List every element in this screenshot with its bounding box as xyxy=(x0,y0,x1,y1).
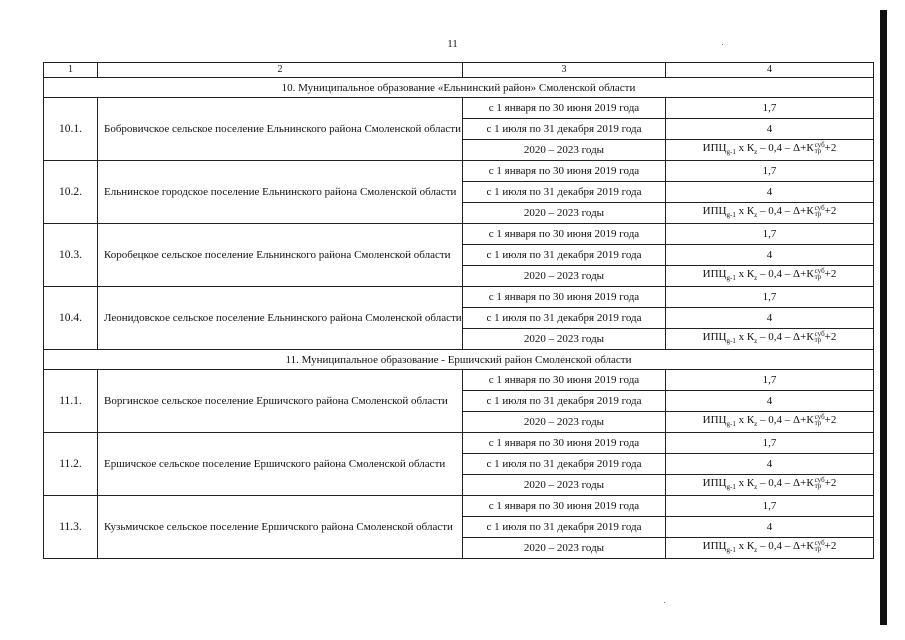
formula-sup: суб xyxy=(814,141,825,150)
period-cell: 2020 – 2023 годы xyxy=(463,538,666,559)
period-cell: 2020 – 2023 годы xyxy=(463,266,666,287)
value-cell: 4 xyxy=(666,517,874,538)
value-cell: 1,7 xyxy=(666,370,874,391)
formula-k2-sub: тр xyxy=(814,336,822,345)
formula-main: ИПЦ xyxy=(702,205,727,217)
row-number: 11.1. xyxy=(44,370,98,433)
settlement-name xyxy=(98,496,463,559)
column-header-3: 3 xyxy=(463,63,666,78)
formula-k: К xyxy=(746,414,755,426)
formula-rest: – 0,4 – Δ+ xyxy=(760,331,807,343)
formula-supsub xyxy=(815,540,825,552)
formula-k: К xyxy=(746,142,755,154)
formula-k2-sub: тр xyxy=(814,419,822,428)
formula-k: К xyxy=(746,331,755,343)
scan-speck xyxy=(664,602,665,603)
formula-multiply: x xyxy=(738,331,745,343)
period-cell: с 1 июля по 31 декабря 2019 года xyxy=(463,182,666,203)
period-cell: 2020 – 2023 годы xyxy=(463,203,666,224)
formula-tail: +2 xyxy=(824,205,837,217)
value-cell: 4 xyxy=(666,119,874,140)
value-cell xyxy=(666,475,874,496)
formula-k-sub: z xyxy=(754,420,758,428)
formula-supsub xyxy=(815,268,825,280)
scan-speck xyxy=(722,44,723,45)
formula-main: ИПЦ xyxy=(702,540,727,552)
formula-multiply: x xyxy=(738,268,745,280)
formula-main: ИПЦ xyxy=(702,142,727,154)
period-cell: с 1 июля по 31 декабря 2019 года xyxy=(463,391,666,412)
settlement-name-text: Коробецкое сельское поселение Ельнинского района Смоленской области xyxy=(104,249,451,261)
formula-k-sub: z xyxy=(754,211,758,219)
value-cell xyxy=(666,266,874,287)
formula-multiply: x xyxy=(738,540,745,552)
section-header-row xyxy=(44,78,874,98)
table-row xyxy=(44,433,874,454)
settlement-name xyxy=(98,370,463,433)
formula-sub: g-1 xyxy=(726,483,736,491)
settlement-name-text: Леонидовское сельское поселение Ельнинского района Смоленской области xyxy=(104,312,462,324)
formula-tail: +2 xyxy=(824,414,837,426)
formula-k-sub: z xyxy=(754,274,758,282)
table-row xyxy=(44,496,874,517)
formula-sup: суб xyxy=(814,413,825,422)
table-row xyxy=(44,287,874,308)
formula-k: К xyxy=(746,268,755,280)
value-cell: 1,7 xyxy=(666,161,874,182)
formula-sub: g-1 xyxy=(726,148,736,156)
value-cell: 1,7 xyxy=(666,98,874,119)
formula-k2-sub: тр xyxy=(814,482,822,491)
formula-k2: К xyxy=(806,205,814,217)
formula-k2: К xyxy=(806,142,814,154)
value-cell: 4 xyxy=(666,308,874,329)
formula-tail: +2 xyxy=(824,268,837,280)
settlement-name xyxy=(98,433,463,496)
formula-rest: – 0,4 – Δ+ xyxy=(760,205,807,217)
value-cell: 1,7 xyxy=(666,433,874,454)
value-cell xyxy=(666,203,874,224)
tariff-table xyxy=(43,62,874,559)
column-header-2: 2 xyxy=(98,63,463,78)
settlement-name-text: Бобровичское сельское поселение Ельнинского района Смоленской области xyxy=(104,123,461,135)
formula-tail: +2 xyxy=(824,477,837,489)
table-row xyxy=(44,98,874,119)
formula-sup: суб xyxy=(814,267,825,276)
formula-k2: К xyxy=(806,268,814,280)
formula-k2-sub: тр xyxy=(814,147,822,156)
value-cell: 1,7 xyxy=(666,287,874,308)
formula-rest: – 0,4 – Δ+ xyxy=(760,142,807,154)
formula-supsub xyxy=(815,205,825,217)
value-cell xyxy=(666,412,874,433)
formula-sup: суб xyxy=(814,330,825,339)
formula-rest: – 0,4 – Δ+ xyxy=(760,477,807,489)
column-header-4: 4 xyxy=(666,63,874,78)
formula-sub: g-1 xyxy=(726,420,736,428)
row-number: 11.3. xyxy=(44,496,98,559)
formula-tail: +2 xyxy=(824,540,837,552)
formula-main: ИПЦ xyxy=(702,477,727,489)
formula-sub: g-1 xyxy=(726,337,736,345)
period-cell: с 1 января по 30 июня 2019 года xyxy=(463,98,666,119)
formula-rest: – 0,4 – Δ+ xyxy=(760,414,807,426)
settlement-name xyxy=(98,224,463,287)
formula-k: К xyxy=(746,205,755,217)
settlement-name-text: Ельнинское городское поселение Ельнинского района Смоленской области xyxy=(104,186,457,198)
value-cell: 4 xyxy=(666,245,874,266)
formula-supsub xyxy=(815,142,825,154)
section-title: 11. Муниципальное образование - Ершичский район Смоленской области xyxy=(44,350,874,370)
period-cell: 2020 – 2023 годы xyxy=(463,329,666,350)
index-formula xyxy=(703,540,837,552)
tariff-table-body xyxy=(44,63,874,559)
formula-main: ИПЦ xyxy=(702,268,727,280)
formula-k-sub: z xyxy=(754,546,758,554)
index-formula xyxy=(703,268,837,280)
value-cell xyxy=(666,140,874,161)
formula-k: К xyxy=(746,540,755,552)
index-formula xyxy=(703,142,837,154)
value-cell xyxy=(666,329,874,350)
index-formula xyxy=(703,205,837,217)
formula-k: К xyxy=(746,477,755,489)
formula-k-sub: z xyxy=(754,483,758,491)
formula-multiply: x xyxy=(738,205,745,217)
index-formula xyxy=(703,414,837,426)
formula-multiply: x xyxy=(738,142,745,154)
section-title: 10. Муниципальное образование «Ельнинский район» Смоленской области xyxy=(44,78,874,98)
period-cell: с 1 января по 30 июня 2019 года xyxy=(463,496,666,517)
index-formula xyxy=(703,331,837,343)
formula-supsub xyxy=(815,331,825,343)
period-cell: с 1 января по 30 июня 2019 года xyxy=(463,370,666,391)
period-cell: с 1 января по 30 июня 2019 года xyxy=(463,287,666,308)
period-cell: 2020 – 2023 годы xyxy=(463,475,666,496)
settlement-name xyxy=(98,98,463,161)
formula-k-sub: z xyxy=(754,337,758,345)
scan-edge-bar xyxy=(880,10,887,625)
formula-k2: К xyxy=(806,540,814,552)
formula-sub: g-1 xyxy=(726,211,736,219)
row-number: 10.1. xyxy=(44,98,98,161)
formula-main: ИПЦ xyxy=(702,331,727,343)
column-header-row xyxy=(44,63,874,78)
formula-tail: +2 xyxy=(824,331,837,343)
formula-sup: суб xyxy=(814,539,825,548)
formula-k-sub: z xyxy=(754,148,758,156)
period-cell: с 1 июля по 31 декабря 2019 года xyxy=(463,308,666,329)
formula-multiply: x xyxy=(738,477,745,489)
settlement-name xyxy=(98,161,463,224)
period-cell: с 1 января по 30 июня 2019 года xyxy=(463,161,666,182)
period-cell: с 1 января по 30 июня 2019 года xyxy=(463,224,666,245)
formula-supsub xyxy=(815,414,825,426)
settlement-name-text: Кузьмичское сельское поселение Ершичского района Смоленской области xyxy=(104,521,453,533)
formula-k2-sub: тр xyxy=(814,210,822,219)
formula-k2: К xyxy=(806,331,814,343)
formula-k2-sub: тр xyxy=(814,273,822,282)
section-header-row xyxy=(44,350,874,370)
page-number: 11 xyxy=(447,38,458,50)
index-formula xyxy=(703,477,837,489)
formula-rest: – 0,4 – Δ+ xyxy=(760,268,807,280)
period-cell: 2020 – 2023 годы xyxy=(463,412,666,433)
period-cell: 2020 – 2023 годы xyxy=(463,140,666,161)
table-row xyxy=(44,224,874,245)
formula-sub: g-1 xyxy=(726,546,736,554)
settlement-name-text: Ершичское сельское поселение Ершичского района Смоленской области xyxy=(104,458,446,470)
period-cell: с 1 июля по 31 декабря 2019 года xyxy=(463,245,666,266)
formula-tail: +2 xyxy=(824,142,837,154)
row-number: 10.2. xyxy=(44,161,98,224)
value-cell: 1,7 xyxy=(666,496,874,517)
formula-multiply: x xyxy=(738,414,745,426)
period-cell: с 1 января по 30 июня 2019 года xyxy=(463,433,666,454)
formula-k2-sub: тр xyxy=(814,545,822,554)
formula-k2: К xyxy=(806,414,814,426)
formula-main: ИПЦ xyxy=(702,414,727,426)
formula-sup: суб xyxy=(814,204,825,213)
formula-k2: К xyxy=(806,477,814,489)
value-cell: 4 xyxy=(666,454,874,475)
row-number: 10.4. xyxy=(44,287,98,350)
column-header-1: 1 xyxy=(44,63,98,78)
settlement-name-text: Воргинское сельское поселение Ершичского района Смоленской области xyxy=(104,395,448,407)
value-cell xyxy=(666,538,874,559)
settlement-name xyxy=(98,287,463,350)
formula-rest: – 0,4 – Δ+ xyxy=(760,540,807,552)
table-row xyxy=(44,370,874,391)
row-number: 10.3. xyxy=(44,224,98,287)
row-number: 11.2. xyxy=(44,433,98,496)
formula-sup: суб xyxy=(814,476,825,485)
period-cell: с 1 июля по 31 декабря 2019 года xyxy=(463,517,666,538)
period-cell: с 1 июля по 31 декабря 2019 года xyxy=(463,119,666,140)
value-cell: 4 xyxy=(666,182,874,203)
period-cell: с 1 июля по 31 декабря 2019 года xyxy=(463,454,666,475)
table-row xyxy=(44,161,874,182)
formula-supsub xyxy=(815,477,825,489)
value-cell: 4 xyxy=(666,391,874,412)
value-cell: 1,7 xyxy=(666,224,874,245)
formula-sub: g-1 xyxy=(726,274,736,282)
